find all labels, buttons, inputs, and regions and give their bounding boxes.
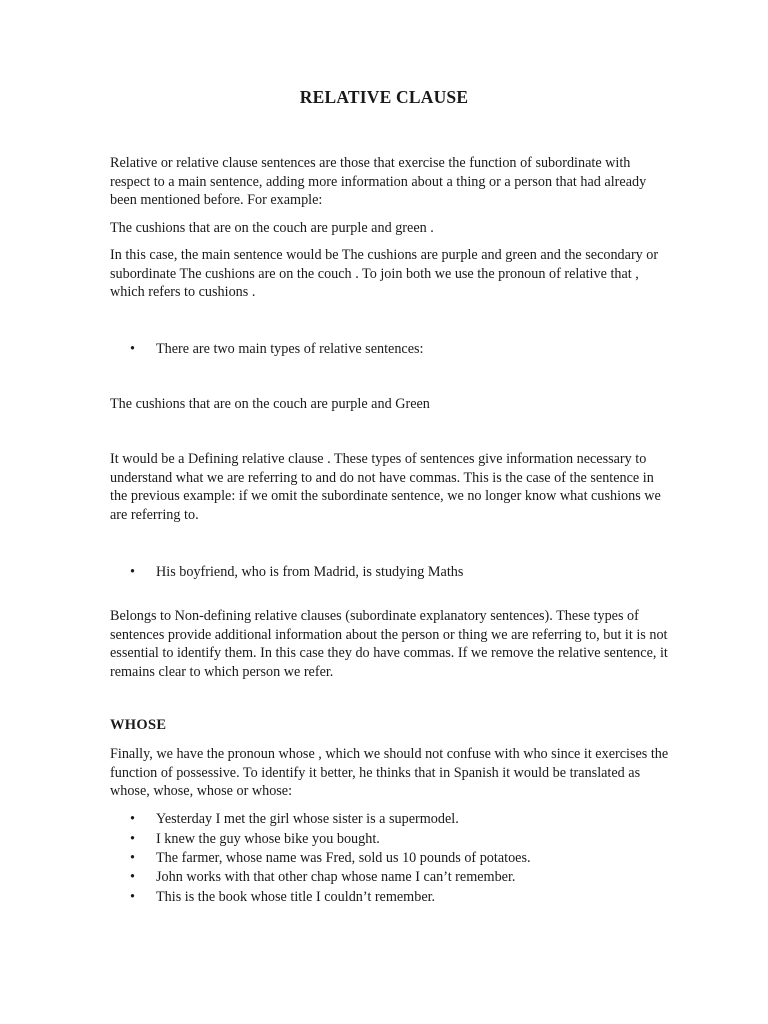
page-title: RELATIVE CLAUSE xyxy=(299,87,469,107)
whose-intro-paragraph: Finally, we have the pronoun whose , which we should not confuse with who since it exercises the function of possessive. To identify it better, he thinks that in Spanish it would be translated as whose, whose, whose or whose: xyxy=(110,746,669,800)
bullet-example-3-text: His boyfriend, who is from Madrid, is studying Maths xyxy=(156,564,464,580)
bullet-icon: • xyxy=(130,564,135,580)
bullet-icon: • xyxy=(130,869,135,885)
example-sentence-2: The cushions that are on the couch are purple and Green xyxy=(110,396,430,412)
bullet-icon: • xyxy=(130,889,135,905)
section-heading-whose: WHOSE xyxy=(110,717,167,733)
intro-paragraph: Relative or relative clause sentences are those that exercise the function of subordinate with respect to a main sentence, adding more information about a thing or a person that had already been mentioned before. For example: xyxy=(110,155,647,209)
list-item-text: The farmer, whose name was Fred, sold us 10 pounds of potatoes. xyxy=(156,850,531,866)
defining-paragraph: It would be a Defining relative clause . These types of sentences give information necessary to understand what we are referring to and do not have commas. This is the case of the sentence in the previous example: if we omit the subordinate sentence, we no longer know what cushions we are referring to. xyxy=(110,451,661,523)
nondefining-paragraph: Belongs to Non-defining relative clauses (subordinate explanatory sentences). These types of sentences provide additional information about the person or thing we are referring to, but it is not essential to identify them. In this case they do have commas. If we remove the relative sentence, it remains clear to which person we refer. xyxy=(110,608,668,680)
example-sentence-1: The cushions that are on the couch are purple and green . xyxy=(110,220,434,236)
list-item-text: John works with that other chap whose name I can’t remember. xyxy=(156,869,516,885)
list-item-text: This is the book whose title I couldn’t remember. xyxy=(156,889,436,905)
list-item-text: I knew the guy whose bike you bought. xyxy=(156,831,380,847)
bullet-icon: • xyxy=(130,341,135,357)
explanation-paragraph: In this case, the main sentence would be The cushions are purple and green and the secondary or subordinate The cushions are on the couch . To join both we use the pronoun of relative that , which refers to cushions . xyxy=(110,247,659,301)
bullet-icon: • xyxy=(130,850,135,866)
bullet-icon: • xyxy=(130,811,135,827)
bullet-types-text: There are two main types of relative sentences: xyxy=(156,341,424,357)
bullet-icon: • xyxy=(130,831,135,847)
list-item-text: Yesterday I met the girl whose sister is a supermodel. xyxy=(156,811,459,827)
